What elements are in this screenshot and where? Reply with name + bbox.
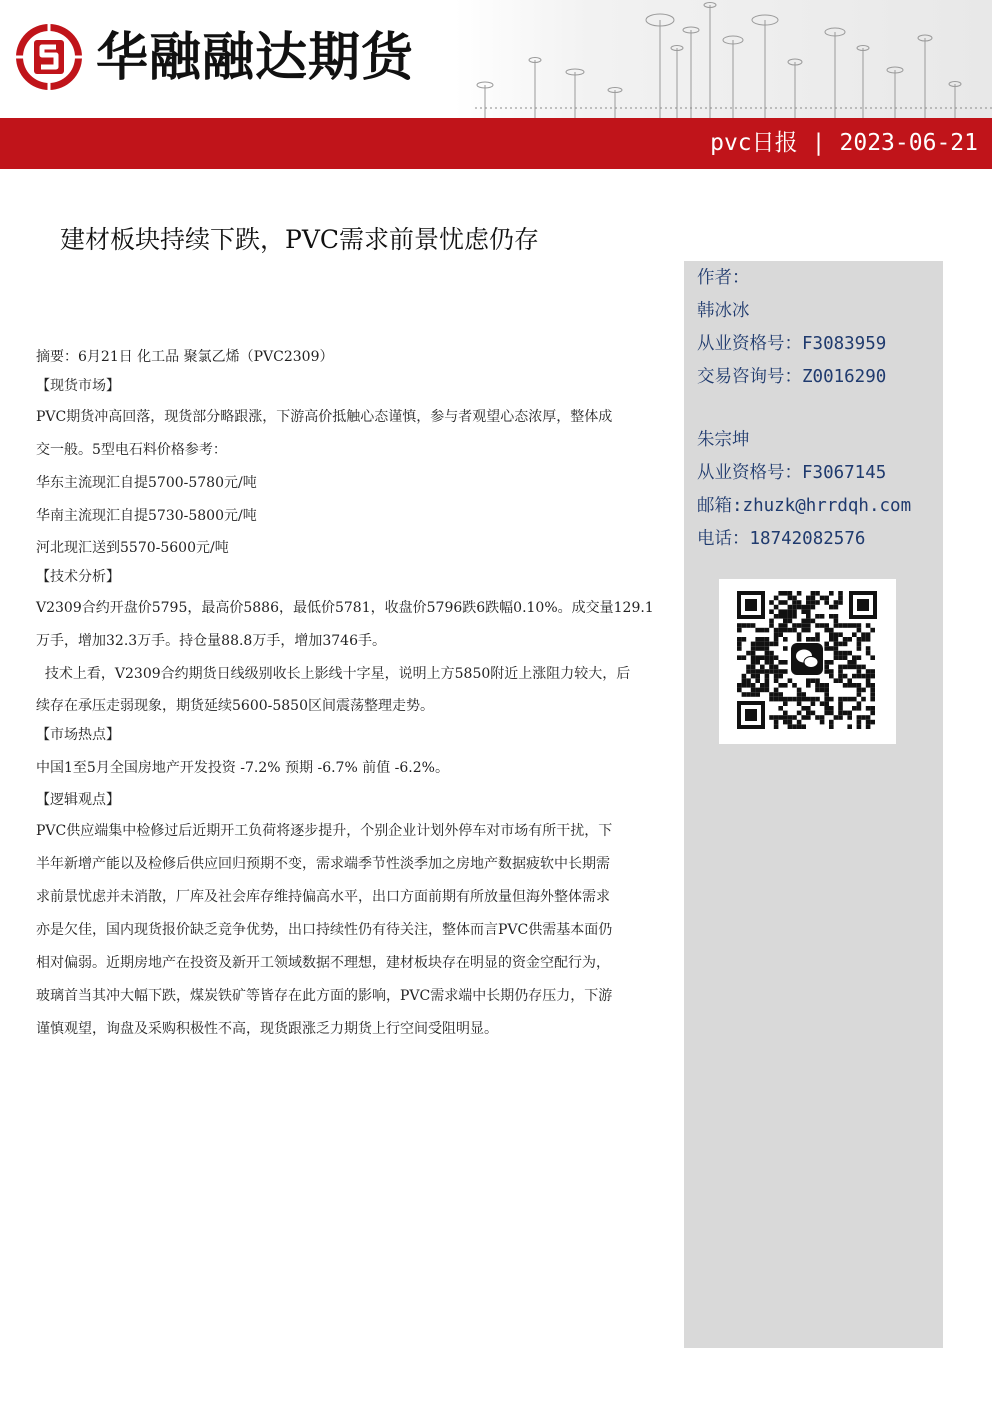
logic-line: 谨慎观望，询盘及采购积极性不高，现货跟涨乏力期货上行空间受阻明显。 <box>36 1021 498 1037</box>
technical-line: 万手，增加32.3万手。持仓量88.8万手，增加3746手。 <box>36 633 386 649</box>
author-name: 韩冰冰 <box>697 301 750 321</box>
header-decoration <box>455 0 992 118</box>
summary-line: 摘要：6月21日 化工品 聚氯乙烯（PVC2309） <box>36 349 334 365</box>
wechat-icon <box>791 643 823 675</box>
logic-line: 玻璃首当其冲大幅下跌，煤炭铁矿等皆存在此方面的影响，PVC需求端中长期仍存压力，下游 <box>36 988 613 1004</box>
section-heading-spot: 【现货市场】 <box>36 378 120 394</box>
qr-code <box>719 579 896 744</box>
report-separator: | <box>811 130 826 156</box>
logic-line: 半年新增产能以及检修后供应回归预期不变，需求端季节性淡季加之房地产数据疲软中长期需 <box>36 856 610 872</box>
section-heading-technical: 【技术分析】 <box>36 569 120 585</box>
spot-line: 河北现汇送到5570-5600元/吨 <box>36 540 229 556</box>
author-label: 作者： <box>697 268 750 288</box>
author-email: 邮箱:zhuzk@hrrdqh.com <box>697 496 912 516</box>
report-title: 建材板块持续下跌，PVC需求前景忧虑仍存 <box>60 225 540 254</box>
author-consulting-number: 交易咨询号：Z0016290 <box>697 367 887 387</box>
report-date: 2023-06-21 <box>839 130 978 156</box>
author-phone: 电话：18742082576 <box>697 529 866 549</box>
report-type: pvc日报 <box>710 130 798 156</box>
company-logo-icon <box>14 22 84 92</box>
report-meta <box>710 126 978 160</box>
logic-line: 相对偏弱。近期房地产在投资及新开工领域数据不理想，建材板块存在明显的资金空配行为， <box>36 955 610 971</box>
report-body <box>36 343 676 1046</box>
author-qualification: 从业资格号：F3083959 <box>697 334 887 354</box>
spot-line: 华东主流现汇自提5700-5780元/吨 <box>36 475 257 491</box>
section-heading-logic: 【逻辑观点】 <box>36 792 120 808</box>
logic-line: 求前景忧虑并未消散，厂库及社会库存维持偏高水平，出口方面前期有所放量但海外整体需求 <box>36 889 610 905</box>
author-qualification: 从业资格号：F3067145 <box>697 463 887 483</box>
technical-line: V2309合约开盘价5795，最高价5886，最低价5781，收盘价5796跌6跌幅0.10%。成交量129.1 <box>36 600 654 616</box>
section-heading-hotspot: 【市场热点】 <box>36 727 120 743</box>
spot-line: PVC期货冲高回落，现货部分略跟涨，下游高价抵触心态谨慎，参与者观望心态浓厚，整体成 <box>36 409 613 425</box>
spot-line: 交一般。5型电石料价格参考： <box>36 442 227 458</box>
logic-line: PVC供应端集中检修过后近期开工负荷将逐步提升，个别企业计划外停车对市场有所干扰，下 <box>36 823 613 839</box>
brand-name: 华融融达期货 <box>96 28 415 88</box>
logic-line: 亦是欠佳，国内现货报价缺乏竞争优势，出口持续性仍有待关注，整体而言PVC供需基本面仍 <box>36 922 613 938</box>
author-info <box>697 262 911 556</box>
hotspot-line: 中国1至5月全国房地产开发投资 -7.2% 预期 -6.7% 前值 -6.2%。 <box>36 760 449 776</box>
spot-line: 华南主流现汇自提5730-5800元/吨 <box>36 508 257 524</box>
author-name: 朱宗坤 <box>697 430 750 450</box>
technical-line: 技术上看，V2309合约期货日线级别收长上影线十字星，说明上方5850附近上涨阻力较大，后 <box>36 666 631 682</box>
technical-line: 续存在承压走弱现象，期货延续5600-5850区间震荡整理走势。 <box>36 698 434 714</box>
